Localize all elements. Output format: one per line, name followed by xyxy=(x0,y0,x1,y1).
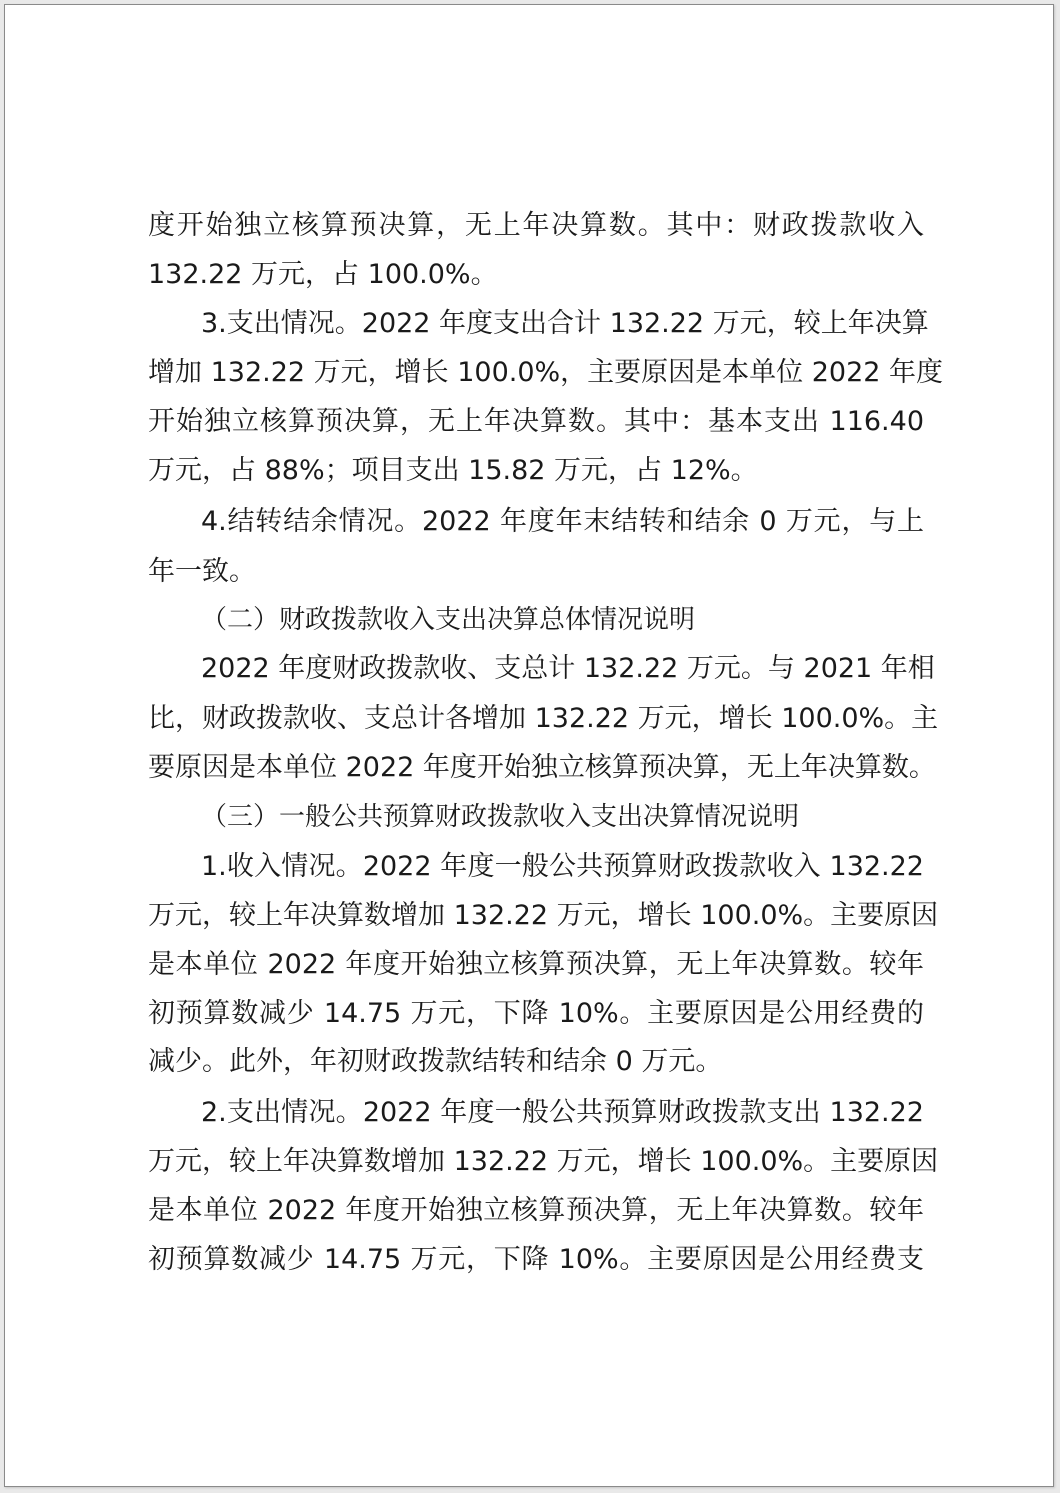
text-line: 初预算数减少 14.75 万元，下降 10%。主要原因是公用经费支 xyxy=(148,1244,924,1275)
text-line: 开始独立核算预决算，无上年决算数。其中：基本支出 116.40 xyxy=(148,406,924,437)
section-heading: （三）一般公共预算财政拨款收入支出决算情况说明 xyxy=(201,802,800,832)
text-line: 度开始独立核算预决算，无上年决算数。其中：财政拨款收入 xyxy=(148,210,924,241)
text-line: 年一致。 xyxy=(148,556,256,587)
text-line: 3.支出情况。2022 年度支出合计 132.22 万元，较上年决算 xyxy=(201,308,929,339)
text-line: 是本单位 2022 年度开始独立核算预决算，无上年决算数。较年 xyxy=(148,1195,924,1226)
text-line: 万元，较上年决算数增加 132.22 万元，增长 100.0%。主要原因 xyxy=(148,900,939,931)
section-heading: （二）财政拨款收入支出决算总体情况说明 xyxy=(201,605,696,635)
text-line: 减少。此外，年初财政拨款结转和结余 0 万元。 xyxy=(148,1046,723,1077)
text-line: 4.结转结余情况。2022 年度年末结转和结余 0 万元，与上 xyxy=(201,506,924,537)
text-line: 万元，较上年决算数增加 132.22 万元，增长 100.0%。主要原因 xyxy=(148,1146,939,1177)
text-line: 132.22 万元，占 100.0%。 xyxy=(148,259,498,290)
document-page xyxy=(4,4,1054,1487)
text-line: 2022 年度财政拨款收、支总计 132.22 万元。与 2021 年相 xyxy=(201,653,935,684)
text-line: 要原因是本单位 2022 年度开始独立核算预决算，无上年决算数。 xyxy=(148,752,936,783)
text-line: 比，财政拨款收、支总计各增加 132.22 万元，增长 100.0%。主 xyxy=(148,703,939,734)
text-line: 1.收入情况。2022 年度一般公共预算财政拨款收入 132.22 xyxy=(201,851,924,882)
text-line: 增加 132.22 万元，增长 100.0%，主要原因是本单位 2022 年度 xyxy=(148,357,944,388)
text-line: 2.支出情况。2022 年度一般公共预算财政拨款支出 132.22 xyxy=(201,1097,924,1128)
text-line: 初预算数减少 14.75 万元，下降 10%。主要原因是公用经费的 xyxy=(148,998,924,1029)
text-line: 是本单位 2022 年度开始独立核算预决算，无上年决算数。较年 xyxy=(148,949,924,980)
text-line: 万元，占 88%；项目支出 15.82 万元，占 12%。 xyxy=(148,455,758,486)
